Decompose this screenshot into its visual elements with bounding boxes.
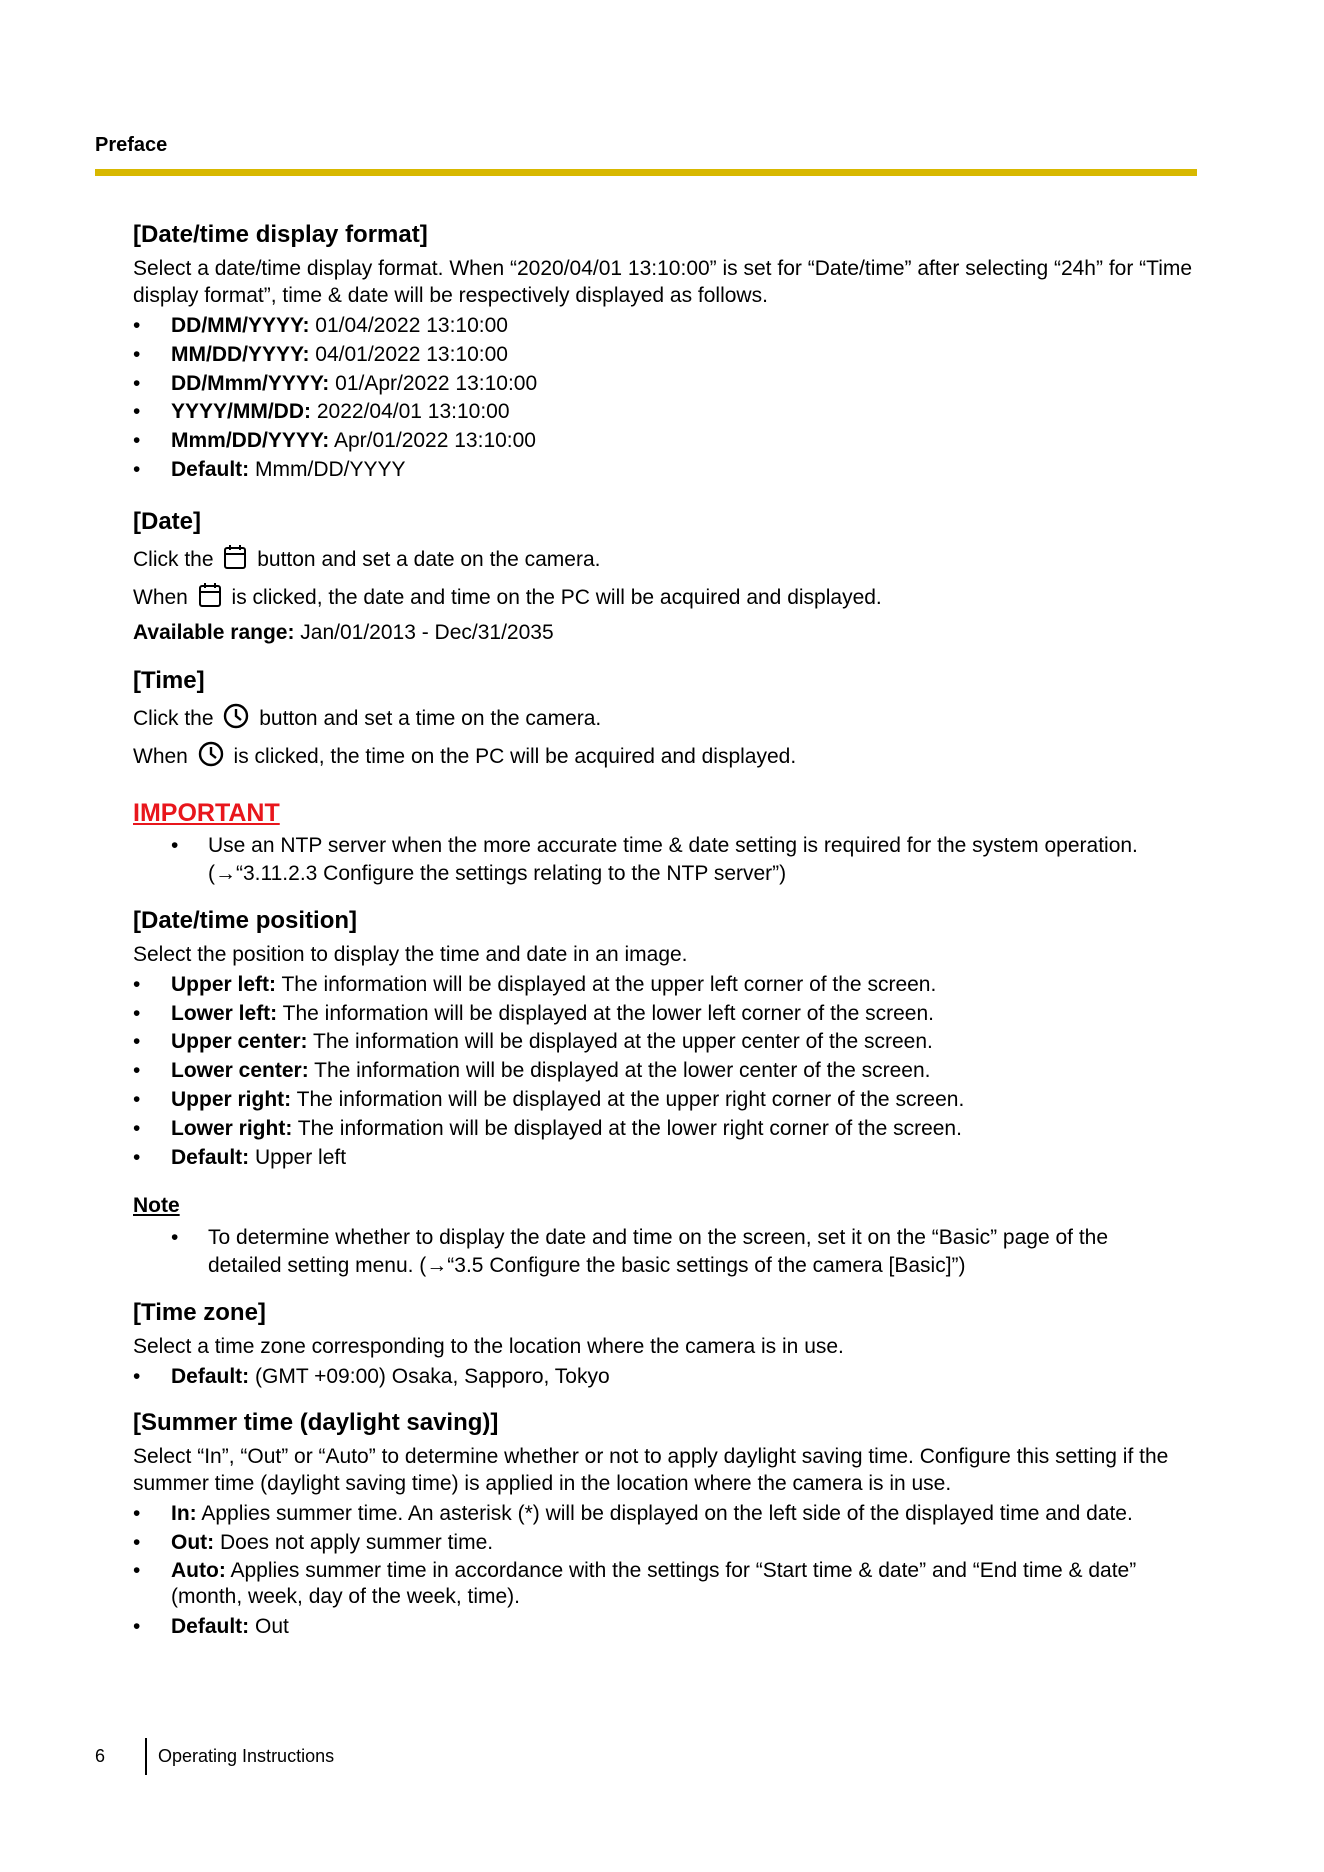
bullet-list <box>133 971 1203 1173</box>
note-list <box>133 1224 1203 1280</box>
list-item: • Auto: Applies summer time in accordance with the settings for “Start time & date” and “End time & date” (month, week, day of the week, time). <box>133 1558 1137 1608</box>
section-title: [Date/time position] <box>133 906 358 934</box>
list-item: • Default: (GMT +09:00) Osaka, Sapporo, Tokyo <box>133 1365 610 1389</box>
header-rule <box>95 169 1197 176</box>
bullet-list <box>133 1500 1203 1641</box>
section-intro: Select “In”, “Out” or “Auto” to determine whether or not to apply daylight saving time. Configure this setting if the summer time (daylight saving time) is applied in the location where the camera is in use. <box>133 1445 1169 1496</box>
list-item: • YYYY/MM/DD: 2022/04/01 13:10:00 <box>133 400 510 424</box>
calendar-icon[interactable] <box>223 544 247 581</box>
date-when-line: When is clicked, the date and time on the PC will be acquired and displayed. <box>133 581 1203 619</box>
list-item: • To determine whether to display the date and time on the screen, set it on the “Basic” page of the detailed setting menu. (→“3.5 Configure the basic settings of the camera [Basic]”) <box>171 1226 1109 1278</box>
bullet-list <box>133 312 1203 485</box>
note-block <box>133 1192 1203 1280</box>
list-item: • Upper left: The information will be displayed at the upper left corner of the screen. <box>133 972 937 996</box>
list-item: • MM/DD/YYYY: 04/01/2022 13:10:00 <box>133 342 508 366</box>
section-time-zone <box>133 1298 1203 1392</box>
section-title: [Summer time (daylight saving)] <box>133 1409 499 1437</box>
section-title: [Time] <box>133 666 205 694</box>
page-content <box>133 220 1203 1642</box>
list-item: • In: Applies summer time. An asterisk (*) will be displayed on the left side of the displayed time and date. <box>133 1502 1133 1526</box>
bullet-list <box>133 1363 1203 1392</box>
list-item: • Lower center: The information will be displayed at the lower center of the screen. <box>133 1059 931 1083</box>
section-intro: Select a date/time display format. When “2020/04/01 13:10:00” is set for “Date/time” after selecting “24h” for “Time display format”, time & date will be respectively displayed as follows. <box>133 257 1193 307</box>
section-title: [Date/time display format] <box>133 221 428 248</box>
page-header-title: Preface <box>95 134 168 156</box>
section-intro: Select a time zone corresponding to the location where the camera is in use. <box>133 1335 844 1359</box>
list-item: • Default: Out <box>133 1614 289 1638</box>
important-list <box>133 832 1203 888</box>
section-summer-time <box>133 1408 1203 1641</box>
section-time <box>133 666 1203 778</box>
list-item: • DD/MM/YYYY: 01/04/2022 13:10:00 <box>133 314 508 337</box>
section-title: [Date] <box>133 507 202 535</box>
date-click-line: Click the button and set a date on the camera. <box>133 543 1203 581</box>
list-item: • Upper right: The information will be displayed at the upper right corner of the screen. <box>133 1087 965 1111</box>
time-click-line: Click the button and set a time on the camera. <box>133 702 1203 740</box>
page-number: 6 <box>95 1746 106 1766</box>
footer-title: Operating Instructions <box>158 1746 335 1766</box>
clock-icon[interactable] <box>223 703 249 740</box>
list-item: • Mmm/DD/YYYY: Apr/01/2022 13:10:00 <box>133 429 536 453</box>
available-range: Available range: Jan/01/2013 - Dec/31/2035 <box>133 620 554 644</box>
list-item: • Default: Upper left <box>133 1145 347 1169</box>
section-datetime-format <box>133 220 1203 485</box>
important-title: IMPORTANT <box>133 798 280 827</box>
section-intro: Select the position to display the time and date in an image. <box>133 942 688 966</box>
list-item: • Use an NTP server when the more accurate time & date setting is required for the system operation. (→“3.11.2.3 Configure the settings relating to the NTP server”) <box>171 833 1138 885</box>
footer-divider <box>145 1738 147 1775</box>
important-block <box>133 798 1203 888</box>
clock-icon[interactable] <box>198 741 224 778</box>
section-title: [Time zone] <box>133 1299 266 1327</box>
list-item: • Out: Does not apply summer time. <box>133 1530 494 1554</box>
section-date <box>133 507 1203 646</box>
list-item: • Upper center: The information will be displayed at the upper center of the screen. <box>133 1030 933 1054</box>
time-when-line: When is clicked, the time on the PC will be acquired and displayed. <box>133 740 1203 778</box>
list-item: • DD/Mmm/YYYY: 01/Apr/2022 13:10:00 <box>133 371 538 395</box>
note-title: Note <box>133 1194 180 1218</box>
calendar-icon[interactable] <box>198 582 222 619</box>
list-item: • Default: Mmm/DD/YYYY <box>133 457 406 481</box>
list-item: • Lower right: The information will be displayed at the lower right corner of the screen. <box>133 1116 962 1140</box>
list-item: • Lower left: The information will be displayed at the lower left corner of the screen. <box>133 1001 934 1025</box>
section-datetime-position <box>133 906 1203 1173</box>
